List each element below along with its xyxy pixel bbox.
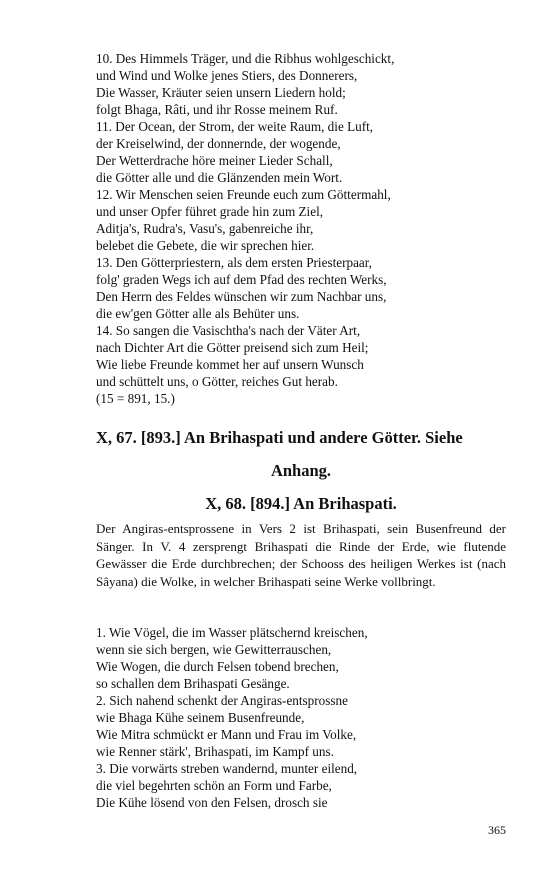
verse-line: 13. Den Götterpriestern, als dem ersten Priesterpaar, [96,255,372,270]
verses-bottom [96,624,506,811]
verse-line: 11. Der Ocean, der Strom, der weite Raum, die Luft, [96,119,374,134]
verse-line: 3. Die vorwärts streben wandernd, munter eilend, [96,761,358,776]
verse-line: der Kreiselwind, der donnernde, der wogende, [96,136,341,151]
verse-line: 1. Wie Vögel, die im Wasser plätschernd kreischen, [96,625,368,640]
verse-line: Wie Mitra schmückt er Mann und Frau im Volke, [96,727,357,742]
verse-line: Die Kühe lösend von den Felsen, drosch sie [96,795,328,810]
verse-line: wie Bhaga Kühe seinem Busenfreunde, [96,710,305,725]
verse-line: die viel begehrten schön an Form und Farbe, [96,778,332,793]
verse-line: 12. Wir Menschen seien Freunde euch zum Göttermahl, [96,187,391,202]
verse-line: die Götter alle und die Glänzenden mein Wort. [96,170,343,185]
verse-line: und Wind und Wolke jenes Stiers, des Donnerers, [96,68,358,83]
verse-line: 14. So sangen die Vasischtha's nach der Väter Art, [96,323,361,338]
verse-line: Aditja's, Rudra's, Vasu's, gabenreiche ihr, [96,221,314,236]
section-heading-x68: X, 68. [894.] An Brihaspati. [205,494,397,513]
verse-line: nach Dichter Art die Götter preisend sich zum Heil; [96,340,369,355]
intro-paragraph: Der Angiras-entsprossene in Vers 2 ist Brihaspati, sein Busenfreund der Sänger. In V. 4 zersprengt Brihaspati die Rinde der Erde, wie flutende Gewässer die Erde durchbrechen; der Schooss des heiligen Werkes ist (nach Sâyana) die Wolke, in welcher Brihaspati seine Werke vollbringt. [96,521,506,589]
section-heading-x67-continued: Anhang. [270,461,332,480]
section-heading-x67: X, 67. [893.] An Brihaspati und andere Götter. Siehe [96,428,463,447]
verse-line: wenn sie sich bergen, wie Gewitterrauschen, [96,642,332,657]
verse-line: Wie liebe Freunde kommet her auf unsern Wunsch [96,357,364,372]
verse-line: und unser Opfer führet grade hin zum Ziel, [96,204,324,219]
page-number: 365 [488,823,506,837]
verse-line: (15 = 891, 15.) [96,391,175,406]
verse-line: wie Renner stärk', Brihaspati, im Kampf uns. [96,744,334,759]
verse-line: so schallen dem Brihaspati Gesänge. [96,676,290,691]
verse-line: die ew'gen Götter alle als Behüter uns. [96,306,300,321]
verse-line: belebet die Gebete, die wir sprechen hier. [96,238,315,253]
verse-line: folg' graden Wegs ich auf dem Pfad des rechten Werks, [96,272,387,287]
verse-line: Den Herrn des Feldes wünschen wir zum Nachbar uns, [96,289,387,304]
verse-line: Die Wasser, Kräuter seien unsern Liedern hold; [96,85,346,100]
verse-line: und schüttelt uns, o Götter, reiches Gut herab. [96,374,338,389]
verse-line: Wie Wogen, die durch Felsen tobend brechen, [96,659,339,674]
verse-line: 2. Sich nahend schenkt der Angiras-entsprossne [96,693,348,708]
verse-line: 10. Des Himmels Träger, und die Ribhus wohlgeschickt, [96,51,395,66]
verse-line: Der Wetterdrache höre meiner Lieder Schall, [96,153,333,168]
verses-top [96,50,506,407]
verse-line: folgt Bhaga, Râti, und ihr Rosse meinem Ruf. [96,102,338,117]
